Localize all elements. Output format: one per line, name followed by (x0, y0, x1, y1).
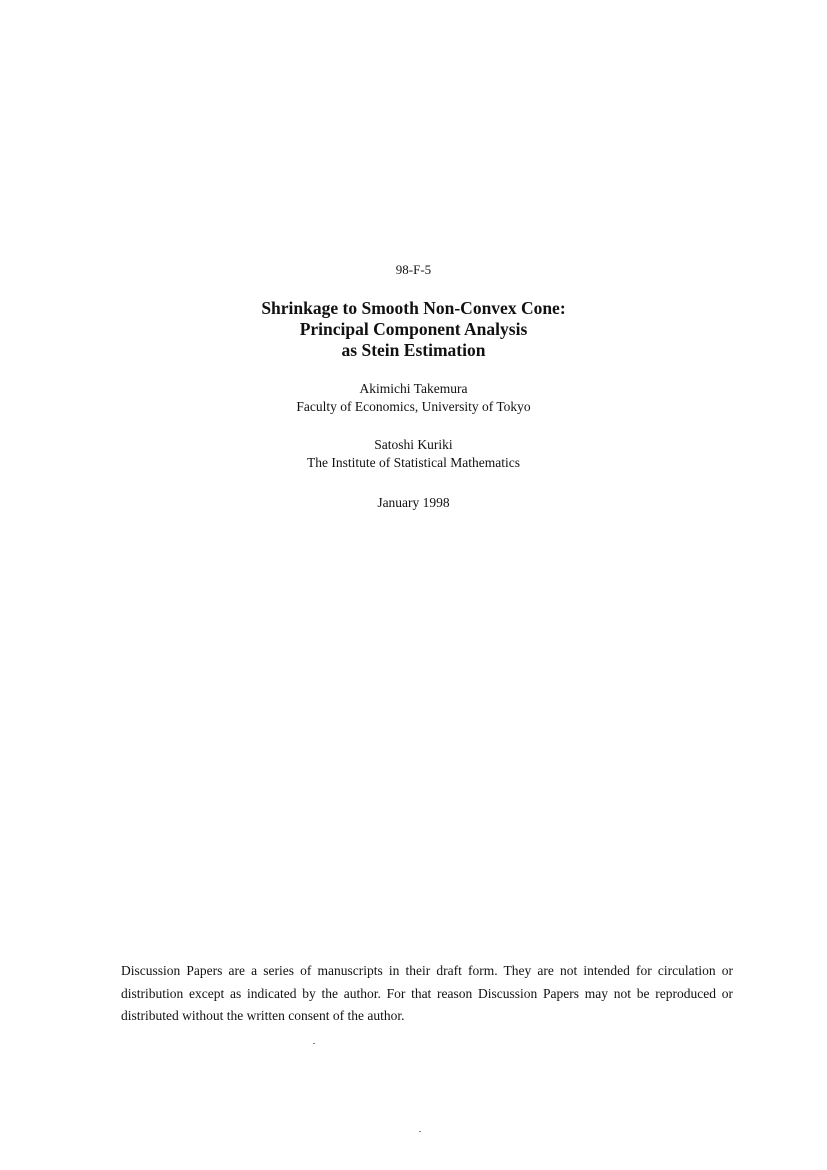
author-affiliation: The Institute of Statistical Mathematics (307, 455, 520, 470)
title-line-3: as Stein Estimation (341, 340, 486, 360)
publication-date: January 1998 (377, 495, 450, 510)
scan-speck (419, 1131, 421, 1132)
title-line-1: Shrinkage to Smooth Non-Convex Cone: (261, 298, 566, 318)
author-name: Akimichi Takemura (359, 381, 468, 396)
discussion-paper-notice: Discussion Papers are a series of manuscripts in their draft form. They are not intended for circulation or distribution except as indicated by the author. For that reason Discussion Papers may not be reproduced or distributed without the written consent of the author. (121, 963, 733, 1023)
author-block-1 (0, 380, 827, 416)
author-affiliation: Faculty of Economics, University of Tokyo (296, 399, 531, 414)
paper-title (0, 298, 827, 361)
scan-speck (313, 1043, 315, 1044)
title-line-2: Principal Component Analysis (299, 319, 528, 339)
author-name: Satoshi Kuriki (374, 437, 453, 452)
paper-id: 98-F-5 (395, 262, 432, 277)
author-block-2 (0, 436, 827, 472)
